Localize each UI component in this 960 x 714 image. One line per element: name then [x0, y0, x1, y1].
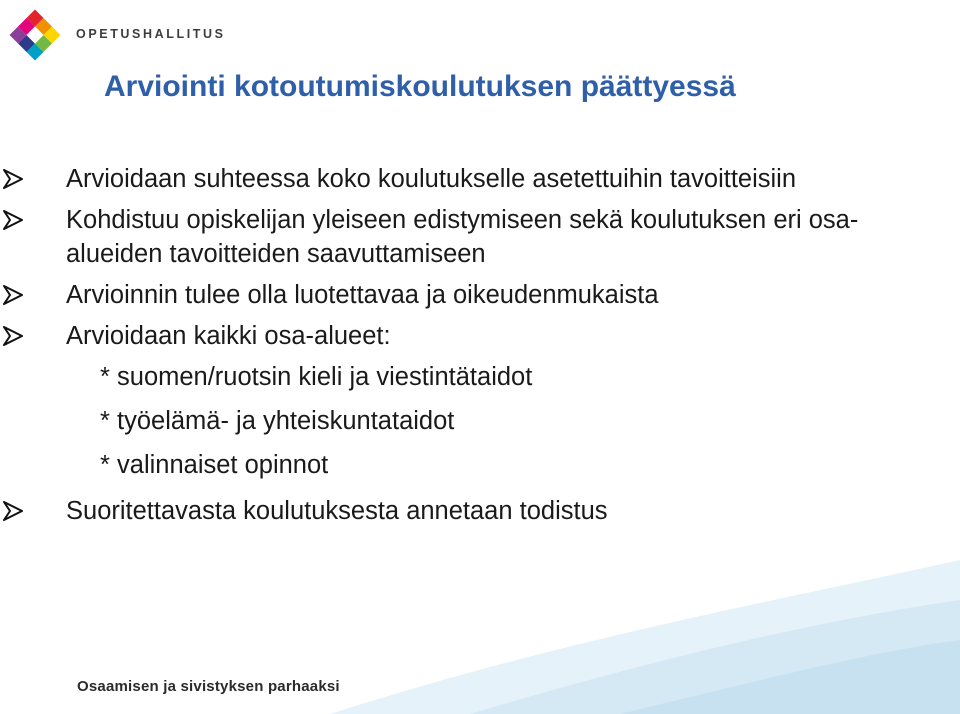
arrowhead-bullet-icon — [2, 326, 24, 346]
org-name: OPETUSHALLITUS — [76, 27, 226, 41]
bullet-item — [0, 162, 900, 196]
arrowhead-bullet-icon — [2, 169, 24, 189]
sub-item: * työelämä- ja yhteiskuntataidot — [100, 407, 455, 435]
bullet-text: Kohdistuu opiskelijan yleiseen edistymiseen sekä koulutuksen eri osa-alueiden tavoitteiden saavuttamiseen — [66, 206, 859, 268]
bullet-item — [0, 494, 900, 528]
arrowhead-bullet-icon — [2, 210, 24, 230]
bullet-text: Arvioidaan suhteessa koko koulutukselle asetettuihin tavoitteisiin — [66, 165, 797, 193]
bullet-item — [0, 278, 900, 312]
sub-item: * valinnaiset opinnot — [100, 451, 329, 479]
footer-slogan: Osaamisen ja sivistyksen parhaaksi — [77, 678, 340, 695]
arrowhead-bullet-icon — [2, 285, 24, 305]
bullet-text: Suoritettavasta koulutuksesta annetaan todistus — [66, 497, 608, 525]
sub-list — [66, 355, 900, 487]
diamond-logo-icon — [8, 8, 62, 62]
bullet-list — [0, 162, 900, 535]
arrowhead-bullet-icon — [2, 501, 24, 521]
bullet-text: Arvioinnin tulee olla luotettavaa ja oikeudenmukaista — [66, 281, 659, 309]
slide-title: Arviointi kotoutumiskoulutuksen päättyessä — [104, 70, 736, 103]
bullet-item — [0, 203, 900, 271]
bullet-item — [0, 319, 900, 487]
bullet-text: Arvioidaan kaikki osa-alueet: — [66, 322, 391, 350]
sub-item: * suomen/ruotsin kieli ja viestintätaidot — [100, 363, 533, 391]
